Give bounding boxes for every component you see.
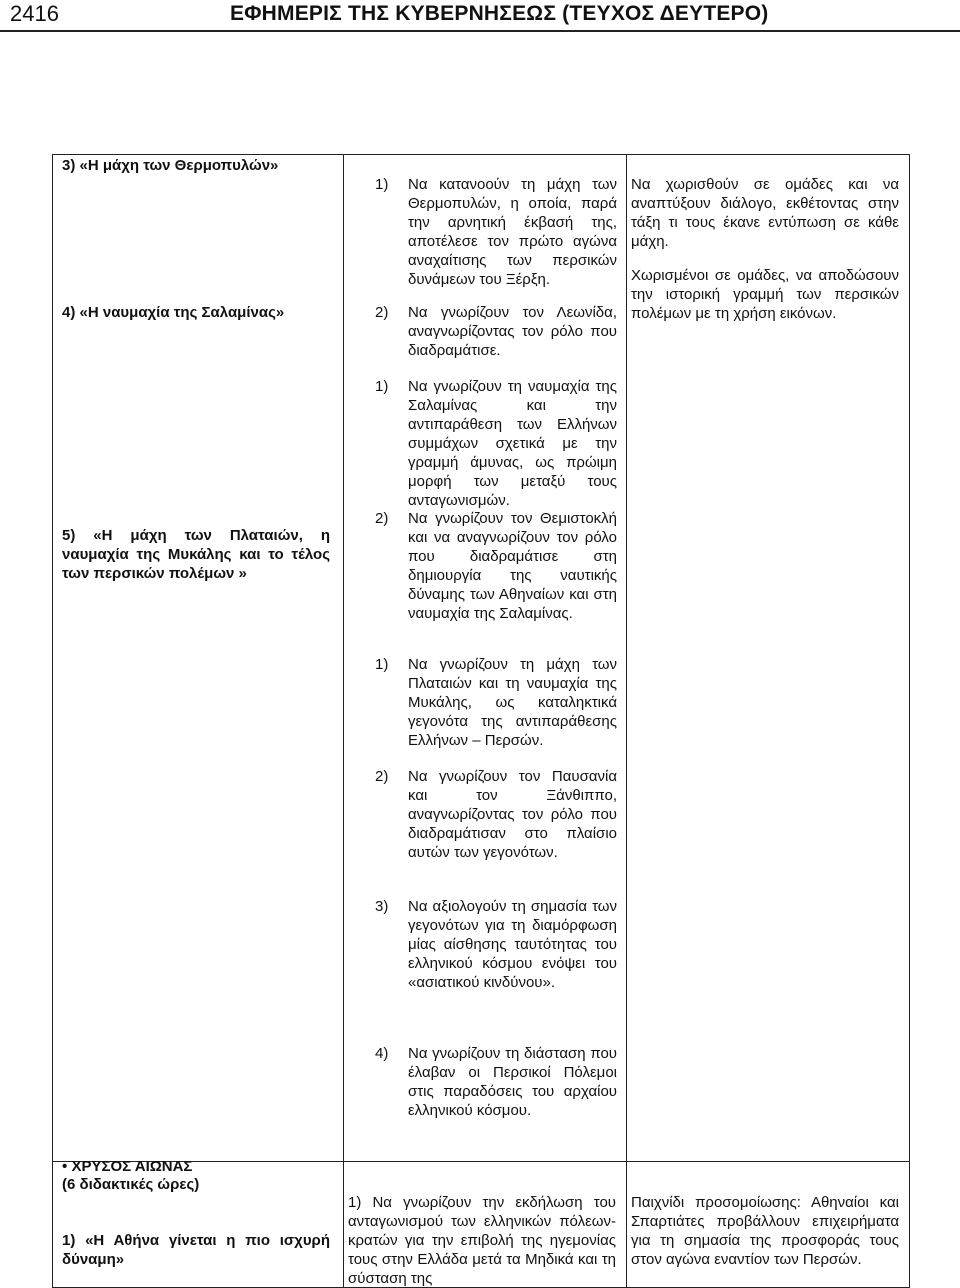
activity-simulation-game: Παιχνίδι προσομοίωσης: Αθηναίοι και Σπαρτιάτες προβάλλουν επιχειρήματα για τη σημασία της προσφοράς τους στον αγώνα εναντίον των Περσών. xyxy=(631,1194,899,1268)
unit-heading xyxy=(62,1157,192,1176)
item-number: 2) xyxy=(375,768,389,785)
item-text: Να γνωρίζουν τη ναυμαχία της Σαλαμίνας και την αντιπαράθεση των Ελλήνων συμμάχων σχετικά με την γραμμή άμυνας, ως πρώιμη μορφή των μεταξύ τους ανταγωνισμών. xyxy=(408,378,617,509)
objective-thermopylae-2 xyxy=(375,303,617,360)
column-divider-right xyxy=(626,155,627,1287)
objective-plataea-2 xyxy=(375,767,617,881)
bullet-icon: • xyxy=(62,1158,68,1175)
item-number: 2) xyxy=(375,304,389,321)
item-number: 1) xyxy=(375,656,389,673)
unit-hours: (6 διδακτικές ώρες) xyxy=(62,1176,200,1193)
item-text: Να γνωρίζουν τη διάσταση που έλαβαν οι Περσικοί Πόλεμοι στις παραδόσεις του αρχαίου ελληνικού κόσμου. xyxy=(408,1045,617,1119)
topic-athens-power: 1) «Η Αθήνα γίνεται η πιο ισχυρή δύναμη» xyxy=(62,1232,330,1268)
page-header xyxy=(0,0,960,30)
objective-thermopylae-1 xyxy=(375,175,617,308)
objective-salamis-2 xyxy=(375,509,617,642)
activity-timeline: Χωρισμένοι σε ομάδες, να αποδώσουν την ιστορική γραμμή των περσικών πολέμων με τη χρήση εικόνων. xyxy=(631,267,899,322)
item-number: 1) xyxy=(375,378,389,395)
item-text: Να γνωρίζουν τον Λεωνίδα, αναγνωρίζοντας τον ρόλο που διαδραμάτισε. xyxy=(408,304,617,359)
item-text: Να γνωρίζουν τον Παυσανία και τον Ξάνθιππο, αναγνωρίζοντας τον ρόλο που διαδραμάτισαν στο πλαίσιο αυτών των γεγονότων. xyxy=(408,768,617,861)
topic-plataea: 5) «Η μάχη των Πλαταιών, η ναυμαχία της Μυκάλης και το τέλος των περσικών πολέμων » xyxy=(62,527,330,582)
header-rule xyxy=(0,30,960,32)
objective-persian-wars-tradition xyxy=(375,1044,617,1139)
item-text: Να αξιολογούν τη σημασία των γεγονότων για τη διαμόρφωση μίας αίσθησης ταυτότητας του ελληνικού κόσμου ενόψει του «ασιατικού κινδύνου». xyxy=(408,898,617,991)
activity-group-dialogue: Να χωρισθούν σε ομάδες και να αναπτύξουν διάλογο, εκθέτοντας στην τάξη τι τους έκανε εντύπωση σε κάθε μάχη. xyxy=(631,176,899,250)
unit-title: ΧΡΥΣΟΣ ΑΙΩΝΑΣ xyxy=(71,1158,193,1175)
page-number: 2416 xyxy=(10,1,59,26)
topic-thermopylae: 3) «Η μάχη των Θερμοπυλών» xyxy=(62,157,279,174)
item-number: 3) xyxy=(375,898,389,915)
objective-plataea-1 xyxy=(375,655,617,769)
objective-salamis-1 xyxy=(375,377,617,510)
item-text: Να γνωρίζουν τον Θεμιστοκλή και να αναγνωρίζουν τον ρόλο που διαδραμάτισε στη δημιουργία της ναυτικής δύναμης των Αθηναίων και στη ναυμαχία της Σαλαμίνας. xyxy=(408,510,617,622)
item-text: Να κατανοούν τη μάχη των Θερμοπυλών, η οποία, παρά την αρνητική έκβασή της, αποτέλεσε τον πρώτο αγώνα αναχαίτισης των περσικών δυνάμεων του Ξέρξη. xyxy=(408,176,617,288)
column-divider-left xyxy=(343,155,344,1287)
item-text: Να γνωρίζουν τη μάχη των Πλαταιών και τη ναυμαχία της Μυκάλης, ως καταληκτικά γεγονότα της αντιπαράθεσης Ελλήνων – Περσών. xyxy=(408,656,617,749)
running-title: ΕΦΗΜΕΡΙΣ ΤΗΣ ΚΥΒΕΡΝΗΣΕΩΣ (ΤΕΥΧΟΣ ΔΕΥΤΕΡΟ) xyxy=(230,2,769,25)
item-number: 1) xyxy=(375,176,389,193)
objective-athens-hegemony: 1) Να γνωρίζουν την εκδήλωση του ανταγωνισμού των ελληνικών πόλεων-κρατών για την επιβολή της ηγεμονίας τους στην Ελλάδα μετά τα Μηδικά και τη σύσταση της xyxy=(348,1194,616,1287)
objective-plataea-3 xyxy=(375,897,617,1011)
item-number: 4) xyxy=(375,1045,389,1062)
item-number: 2) xyxy=(375,510,389,527)
topic-salamis: 4) «Η ναυμαχία της Σαλαμίνας» xyxy=(62,304,285,321)
